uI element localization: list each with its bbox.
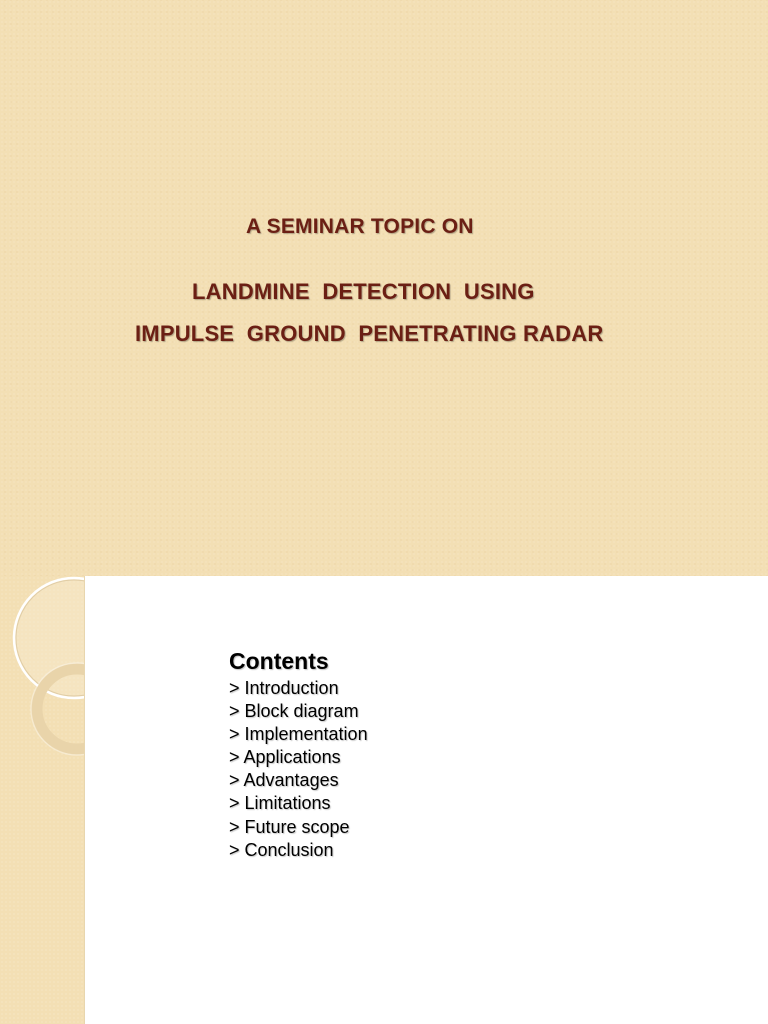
contents-item-block-diagram: > Block diagram xyxy=(229,701,359,722)
title-line-2: LANDMINE DETECTION USING xyxy=(192,279,535,304)
title-line-1: A SEMINAR TOPIC ON xyxy=(246,215,474,238)
contents-slide xyxy=(0,576,768,1024)
circles-decoration-icon xyxy=(0,576,84,1024)
contents-item-introduction: > Introduction xyxy=(229,678,339,698)
contents-item-applications: > Applications xyxy=(229,747,341,768)
contents-item-advantages: > Advantages xyxy=(229,770,339,791)
contents-item-limitations: > Limitations xyxy=(229,793,331,814)
contents-item-conclusion: > Conclusion xyxy=(229,839,334,860)
title-line-3: IMPULSE GROUND PENETRATING RADAR xyxy=(135,321,604,346)
decorative-sidebar xyxy=(0,576,85,1024)
contents-list xyxy=(229,677,368,862)
contents-item-implementation: > Implementation xyxy=(229,724,368,745)
contents-heading: Contents xyxy=(229,648,329,674)
contents-item-future-scope: > Future scope xyxy=(229,816,350,837)
